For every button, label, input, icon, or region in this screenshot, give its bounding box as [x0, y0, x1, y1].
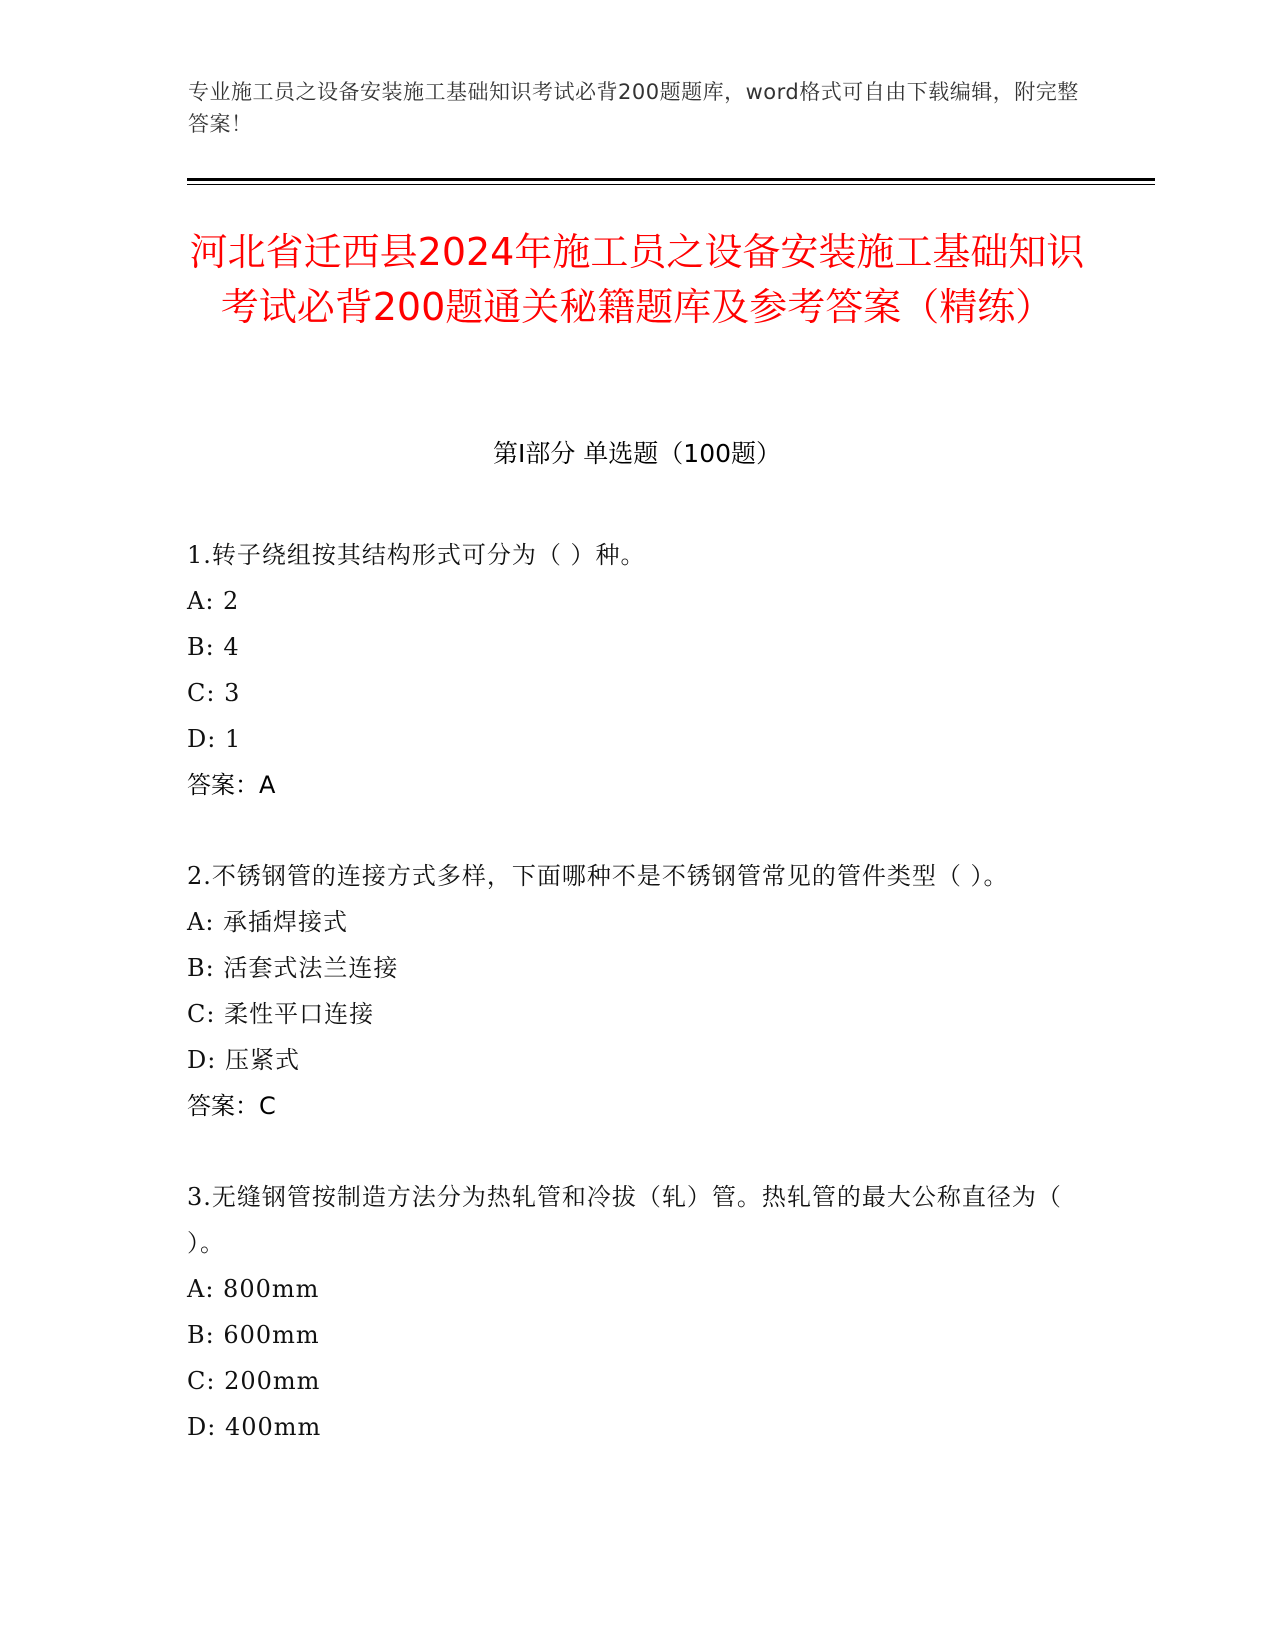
question-3	[187, 1174, 1067, 1450]
header-divider-thin	[187, 184, 1155, 185]
option-b: B: 600mm	[187, 1321, 320, 1349]
answer: 答案：A	[187, 771, 276, 799]
option-d: D: 压紧式	[187, 1046, 300, 1074]
question-1	[187, 532, 1067, 808]
option-c: C: 3	[187, 679, 241, 707]
question-stem: 3.无缝钢管按制造方法分为热轧管和冷拔（轧）管。热轧管的最大公称直径为（ ）。	[187, 1183, 1062, 1257]
question-stem: 1.转子绕组按其结构形式可分为（ ）种。	[187, 541, 646, 569]
question-stem: 2.不锈钢管的连接方式多样，下面哪种不是不锈钢管常见的管件类型（ ）。	[187, 862, 1009, 890]
header-divider-thick	[187, 178, 1155, 181]
option-c: C: 柔性平口连接	[187, 1000, 375, 1028]
question-2	[187, 853, 1067, 1129]
option-a: A: 800mm	[187, 1275, 320, 1303]
section-title: 第Ⅰ部分 单选题（100题）	[492, 439, 782, 468]
document-title: 河北省迁西县2024年施工员之设备安装施工基础知识考试必背200题通关秘籍题库及参考答案（精练）	[189, 230, 1085, 329]
option-d: D: 400mm	[187, 1413, 322, 1441]
option-d: D: 1	[187, 725, 242, 753]
option-b: B: 活套式法兰连接	[187, 954, 399, 982]
answer: 答案：C	[187, 1092, 276, 1120]
header-note: 专业施工员之设备安装施工基础知识考试必背200题题库，word格式可自由下载编辑，附完整答案！	[188, 80, 1079, 136]
question-list	[187, 532, 1067, 1495]
option-b: B: 4	[187, 633, 240, 661]
option-a: A: 2	[187, 587, 240, 615]
option-c: C: 200mm	[187, 1367, 321, 1395]
option-a: A: 承插焊接式	[187, 908, 349, 936]
